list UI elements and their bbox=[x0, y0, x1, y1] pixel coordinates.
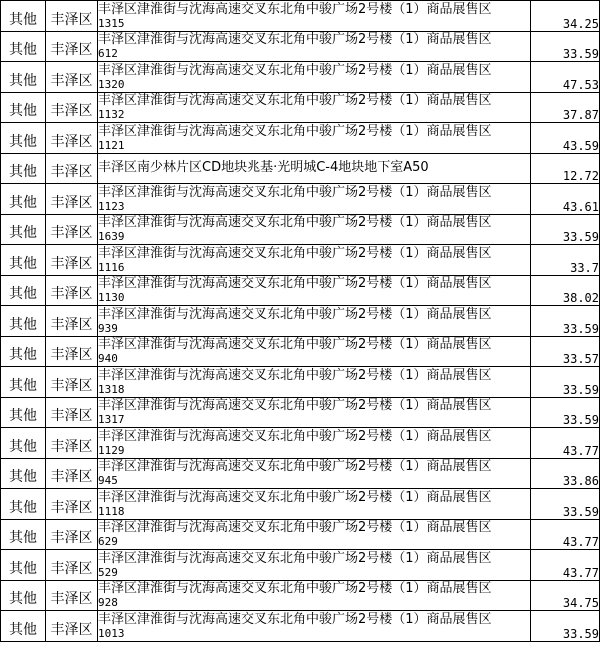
unit-number: 529 bbox=[98, 565, 118, 579]
table-row bbox=[1, 611, 600, 642]
district-cell: 丰泽区 bbox=[46, 31, 98, 62]
table-row bbox=[1, 336, 600, 367]
address-cell bbox=[98, 92, 531, 123]
unit-number: 1315 bbox=[98, 16, 125, 30]
district-cell: 丰泽区 bbox=[46, 62, 98, 93]
table-row bbox=[1, 397, 600, 428]
area-cell: 43.77 bbox=[531, 428, 600, 459]
area-cell: 33.59 bbox=[531, 367, 600, 398]
property-type-cell: 其他 bbox=[1, 489, 46, 520]
property-type-cell: 其他 bbox=[1, 519, 46, 550]
table-row bbox=[1, 1, 600, 32]
address-text: 丰泽区津淮街与沈海高速交叉东北角中骏广场2号楼（1）商品展售区 bbox=[98, 520, 492, 535]
address-text: 丰泽区津淮街与沈海高速交叉东北角中骏广场2号楼（1）商品展售区 bbox=[98, 398, 492, 413]
unit-number: 1129 bbox=[98, 443, 125, 457]
address-text: 丰泽区津淮街与沈海高速交叉东北角中骏广场2号楼（1）商品展售区 bbox=[98, 459, 492, 474]
district-cell: 丰泽区 bbox=[46, 214, 98, 245]
address-text: 丰泽区津淮街与沈海高速交叉东北角中骏广场2号楼（1）商品展售区 bbox=[98, 428, 492, 444]
address-cell bbox=[98, 611, 531, 642]
unit-number: 1123 bbox=[98, 199, 125, 213]
district-cell: 丰泽区 bbox=[46, 92, 98, 123]
address-cell bbox=[98, 489, 531, 520]
property-type-cell: 其他 bbox=[1, 275, 46, 306]
unit-number: 939 bbox=[98, 321, 118, 335]
address-cell bbox=[98, 31, 531, 62]
area-cell: 33.59 bbox=[531, 489, 600, 520]
property-type-cell: 其他 bbox=[1, 306, 46, 337]
table-row bbox=[1, 214, 600, 245]
table-row bbox=[1, 153, 600, 184]
district-cell: 丰泽区 bbox=[46, 580, 98, 611]
table-row bbox=[1, 519, 600, 550]
district-cell: 丰泽区 bbox=[46, 245, 98, 276]
district-cell: 丰泽区 bbox=[46, 184, 98, 215]
unit-number: 1116 bbox=[98, 260, 125, 274]
table-row bbox=[1, 123, 600, 154]
unit-number: 1317 bbox=[98, 413, 125, 426]
table-row bbox=[1, 428, 600, 459]
table-row bbox=[1, 31, 600, 62]
table-row bbox=[1, 275, 600, 306]
address-cell bbox=[98, 123, 531, 154]
address-cell bbox=[98, 275, 531, 306]
unit-number: 1130 bbox=[98, 291, 125, 304]
table-row bbox=[1, 580, 600, 611]
address-cell bbox=[98, 1, 531, 32]
district-cell: 丰泽区 bbox=[46, 489, 98, 520]
address-text: 丰泽区津淮街与沈海高速交叉东北角中骏广场2号楼（1）商品展售区 bbox=[98, 1, 492, 17]
unit-number: 940 bbox=[98, 352, 118, 365]
address-text: 丰泽区津淮街与沈海高速交叉东北角中骏广场2号楼（1）商品展售区 bbox=[98, 581, 492, 596]
address-text: 丰泽区津淮街与沈海高速交叉东北角中骏广场2号楼（1）商品展售区 bbox=[98, 184, 492, 200]
district-cell: 丰泽区 bbox=[46, 458, 98, 489]
address-text: 丰泽区津淮街与沈海高速交叉东北角中骏广场2号楼（1）商品展售区 bbox=[98, 215, 492, 230]
address-text: 丰泽区津淮街与沈海高速交叉东北角中骏广场2号楼（1）商品展售区 bbox=[98, 32, 492, 47]
address-text: 丰泽区津淮街与沈海高速交叉东北角中骏广场2号楼（1）商品展售区 bbox=[98, 611, 492, 627]
address-cell bbox=[98, 428, 531, 459]
table-row bbox=[1, 92, 600, 123]
district-cell: 丰泽区 bbox=[46, 153, 98, 184]
area-cell: 34.25 bbox=[531, 1, 600, 32]
table-row bbox=[1, 62, 600, 93]
district-cell: 丰泽区 bbox=[46, 428, 98, 459]
unit-number: 1013 bbox=[98, 626, 125, 640]
property-type-cell: 其他 bbox=[1, 62, 46, 93]
address-cell bbox=[98, 367, 531, 398]
district-cell: 丰泽区 bbox=[46, 611, 98, 642]
property-type-cell: 其他 bbox=[1, 1, 46, 32]
area-cell: 47.53 bbox=[531, 62, 600, 93]
address-text: 丰泽区津淮街与沈海高速交叉东北角中骏广场2号楼（1）商品展售区 bbox=[98, 367, 492, 383]
property-type-cell: 其他 bbox=[1, 550, 46, 581]
property-type-cell: 其他 bbox=[1, 458, 46, 489]
area-cell: 33.59 bbox=[531, 306, 600, 337]
address-text: 丰泽区津淮街与沈海高速交叉东北角中骏广场2号楼（1）商品展售区 bbox=[98, 489, 492, 505]
address-text: 丰泽区津淮街与沈海高速交叉东北角中骏广场2号楼（1）商品展售区 bbox=[98, 337, 492, 352]
property-type-cell: 其他 bbox=[1, 580, 46, 611]
property-type-cell: 其他 bbox=[1, 245, 46, 276]
property-type-cell: 其他 bbox=[1, 92, 46, 123]
address-text: 丰泽区津淮街与沈海高速交叉东北角中骏广场2号楼（1）商品展售区 bbox=[98, 276, 492, 291]
district-cell: 丰泽区 bbox=[46, 306, 98, 337]
table-row bbox=[1, 489, 600, 520]
property-type-cell: 其他 bbox=[1, 336, 46, 367]
table-row bbox=[1, 550, 600, 581]
address-cell bbox=[98, 580, 531, 611]
address-cell bbox=[98, 519, 531, 550]
property-type-cell: 其他 bbox=[1, 397, 46, 428]
area-cell: 33.59 bbox=[531, 611, 600, 642]
district-cell: 丰泽区 bbox=[46, 367, 98, 398]
property-type-cell: 其他 bbox=[1, 184, 46, 215]
area-cell: 12.72 bbox=[531, 153, 600, 184]
address-cell bbox=[98, 62, 531, 93]
district-cell: 丰泽区 bbox=[46, 336, 98, 367]
district-cell: 丰泽区 bbox=[46, 123, 98, 154]
address-text: 丰泽区南少林片区CD地块兆基·光明城C-4地块地下室A50 bbox=[98, 160, 429, 176]
address-cell bbox=[98, 397, 531, 428]
unit-number: 945 bbox=[98, 474, 118, 487]
area-cell: 43.59 bbox=[531, 123, 600, 154]
address-text: 丰泽区津淮街与沈海高速交叉东北角中骏广场2号楼（1）商品展售区 bbox=[98, 62, 492, 78]
address-cell bbox=[98, 458, 531, 489]
property-type-cell: 其他 bbox=[1, 367, 46, 398]
district-cell: 丰泽区 bbox=[46, 550, 98, 581]
district-cell: 丰泽区 bbox=[46, 397, 98, 428]
area-cell: 33.59 bbox=[531, 31, 600, 62]
address-text: 丰泽区津淮街与沈海高速交叉东北角中骏广场2号楼（1）商品展售区 bbox=[98, 306, 492, 322]
address-text: 丰泽区津淮街与沈海高速交叉东北角中骏广场2号楼（1）商品展售区 bbox=[98, 123, 492, 139]
property-type-cell: 其他 bbox=[1, 428, 46, 459]
area-cell: 33.59 bbox=[531, 397, 600, 428]
address-cell bbox=[98, 336, 531, 367]
property-type-cell: 其他 bbox=[1, 123, 46, 154]
address-cell bbox=[98, 550, 531, 581]
address-cell bbox=[98, 245, 531, 276]
unit-number: 612 bbox=[98, 47, 118, 60]
area-cell: 43.77 bbox=[531, 519, 600, 550]
unit-number: 1121 bbox=[98, 138, 125, 152]
address-text: 丰泽区津淮街与沈海高速交叉东北角中骏广场2号楼（1）商品展售区 bbox=[98, 245, 492, 261]
table-row bbox=[1, 458, 600, 489]
table-row bbox=[1, 306, 600, 337]
unit-number: 1132 bbox=[98, 108, 125, 121]
area-cell: 37.87 bbox=[531, 92, 600, 123]
area-cell: 33.57 bbox=[531, 336, 600, 367]
area-cell: 33.7 bbox=[531, 245, 600, 276]
address-text: 丰泽区津淮街与沈海高速交叉东北角中骏广场2号楼（1）商品展售区 bbox=[98, 93, 492, 108]
unit-number: 1320 bbox=[98, 77, 125, 91]
property-type-cell: 其他 bbox=[1, 153, 46, 184]
unit-number: 629 bbox=[98, 535, 118, 548]
table-row bbox=[1, 367, 600, 398]
area-cell: 43.61 bbox=[531, 184, 600, 215]
unit-number: 1318 bbox=[98, 382, 125, 396]
address-cell bbox=[98, 306, 531, 337]
address-cell bbox=[98, 153, 531, 184]
unit-number: 928 bbox=[98, 596, 118, 609]
district-cell: 丰泽区 bbox=[46, 1, 98, 32]
property-type-cell: 其他 bbox=[1, 611, 46, 642]
area-cell: 34.75 bbox=[531, 580, 600, 611]
unit-number: 1639 bbox=[98, 230, 125, 243]
property-type-cell: 其他 bbox=[1, 214, 46, 245]
district-cell: 丰泽区 bbox=[46, 275, 98, 306]
table-row bbox=[1, 245, 600, 276]
area-cell: 33.59 bbox=[531, 214, 600, 245]
area-cell: 43.77 bbox=[531, 550, 600, 581]
area-cell: 33.86 bbox=[531, 458, 600, 489]
address-cell bbox=[98, 214, 531, 245]
listing-rows bbox=[1, 1, 600, 642]
area-cell: 38.02 bbox=[531, 275, 600, 306]
district-cell: 丰泽区 bbox=[46, 519, 98, 550]
property-type-cell: 其他 bbox=[1, 31, 46, 62]
address-cell bbox=[98, 184, 531, 215]
table-row bbox=[1, 184, 600, 215]
unit-number: 1118 bbox=[98, 504, 125, 518]
address-text: 丰泽区津淮街与沈海高速交叉东北角中骏广场2号楼（1）商品展售区 bbox=[98, 550, 492, 566]
